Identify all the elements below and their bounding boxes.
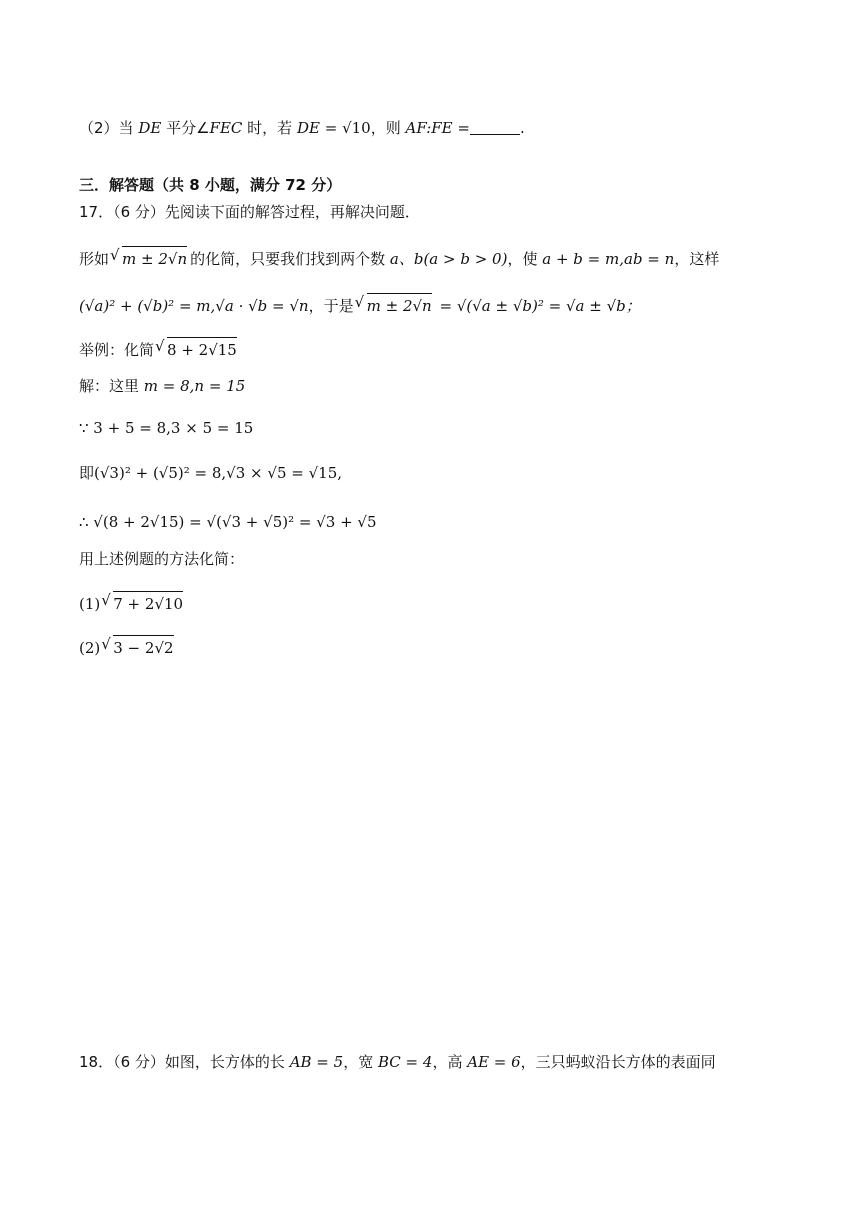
q18-bc: BC = 4: [378, 1053, 433, 1071]
q16-bisect: 平分∠: [166, 119, 210, 137]
q18-ab: AB = 5: [289, 1053, 344, 1071]
q17-ji-expr: (√3)² + (√5)² = 8,√3 × √5 = √15,: [94, 464, 342, 482]
q16-part2-line: [79, 117, 525, 139]
q17-part2: [79, 635, 177, 659]
q17-line1-vars: a、b(a > b > 0): [389, 250, 508, 268]
q17-use-method: 用上述例题的方法化简：: [79, 550, 245, 568]
q18-header: [79, 1051, 716, 1073]
q16-ratio: AF:FE =: [405, 119, 470, 137]
q16-fec: FEC: [209, 119, 243, 137]
q17-line2: [79, 293, 641, 317]
q16-de: DE: [138, 119, 162, 137]
q16-end: .: [519, 119, 525, 137]
q16-eq-sqrt10: = √10，则: [324, 119, 401, 137]
q17-sol-label: 解：这里: [79, 377, 140, 395]
q16-answer-blank: [470, 120, 520, 135]
q17-line2-lhs: (√a)² + (√b)² = m,√a · √b = √n: [79, 297, 309, 315]
q17-example-radicand: 8 + 2√15: [167, 337, 237, 361]
q17-part1-label: (1): [79, 595, 101, 613]
q17-line1-a: 形如: [79, 250, 110, 268]
q17-part2-label: (2): [79, 639, 101, 657]
q17-ji-label: 即: [79, 464, 95, 482]
q17-header: 17．（6 分）先阅读下面的解答过程，再解决问题．: [79, 203, 420, 221]
q17-line2-radicand: m ± 2√n: [367, 293, 432, 317]
q17-line1-b: 的化简，只要我们找到两个数: [190, 250, 386, 268]
q17-solution-line: [79, 375, 245, 397]
q17-example-line: [79, 337, 240, 361]
q17-line1-c: ，使: [507, 250, 538, 268]
q17-line1-cond: a + b = m,ab = n: [542, 250, 675, 268]
q18-header-a: 18．（6 分）如图，长方体的长: [79, 1053, 285, 1071]
q16-part2-prefix: （2）当: [79, 119, 134, 137]
q17-sol-vals: m = 8,n = 15: [143, 377, 246, 395]
q17-part1-radicand: 7 + 2√10: [113, 591, 183, 615]
q17-line2-radical: [355, 293, 435, 317]
q17-part2-radicand: 3 − 2√2: [113, 635, 173, 659]
q17-part1-radical: [101, 591, 186, 615]
q18-header-d: ，三只蚂蚁沿长方体的表面同: [520, 1053, 716, 1071]
q17-line1-radicand: m ± 2√n: [122, 246, 187, 270]
q16-de2: DE: [296, 119, 320, 137]
q16-when: 时，若: [247, 119, 293, 137]
q17-example-radical: [155, 337, 240, 361]
q17-part1: [79, 591, 186, 615]
q17-because-line: ∵ 3 + 5 = 8,3 × 5 = 15: [79, 419, 254, 437]
q18-header-c: ，高: [432, 1053, 463, 1071]
q18-header-b: ，宽: [343, 1053, 374, 1071]
q17-part2-radical: [101, 635, 176, 659]
q17-line2-then: ，于是: [308, 297, 354, 315]
section-title: 三．解答题（共 8 小题，满分 72 分）: [79, 176, 342, 194]
q17-line1-radical: [110, 246, 190, 270]
q17-example-label: 举例：化简: [79, 341, 155, 359]
q18-ae: AE = 6: [467, 1053, 521, 1071]
q17-line1: [79, 246, 719, 270]
q17-line1-d: ，这样: [674, 250, 720, 268]
q17-line2-rhs: = √(√a ± √b)² = √a ± √b；: [439, 297, 641, 315]
q17-ji-line: [79, 462, 342, 484]
q17-therefore-line: ∴ √(8 + 2√15) = √(√3 + √5)² = √3 + √5: [79, 513, 377, 531]
